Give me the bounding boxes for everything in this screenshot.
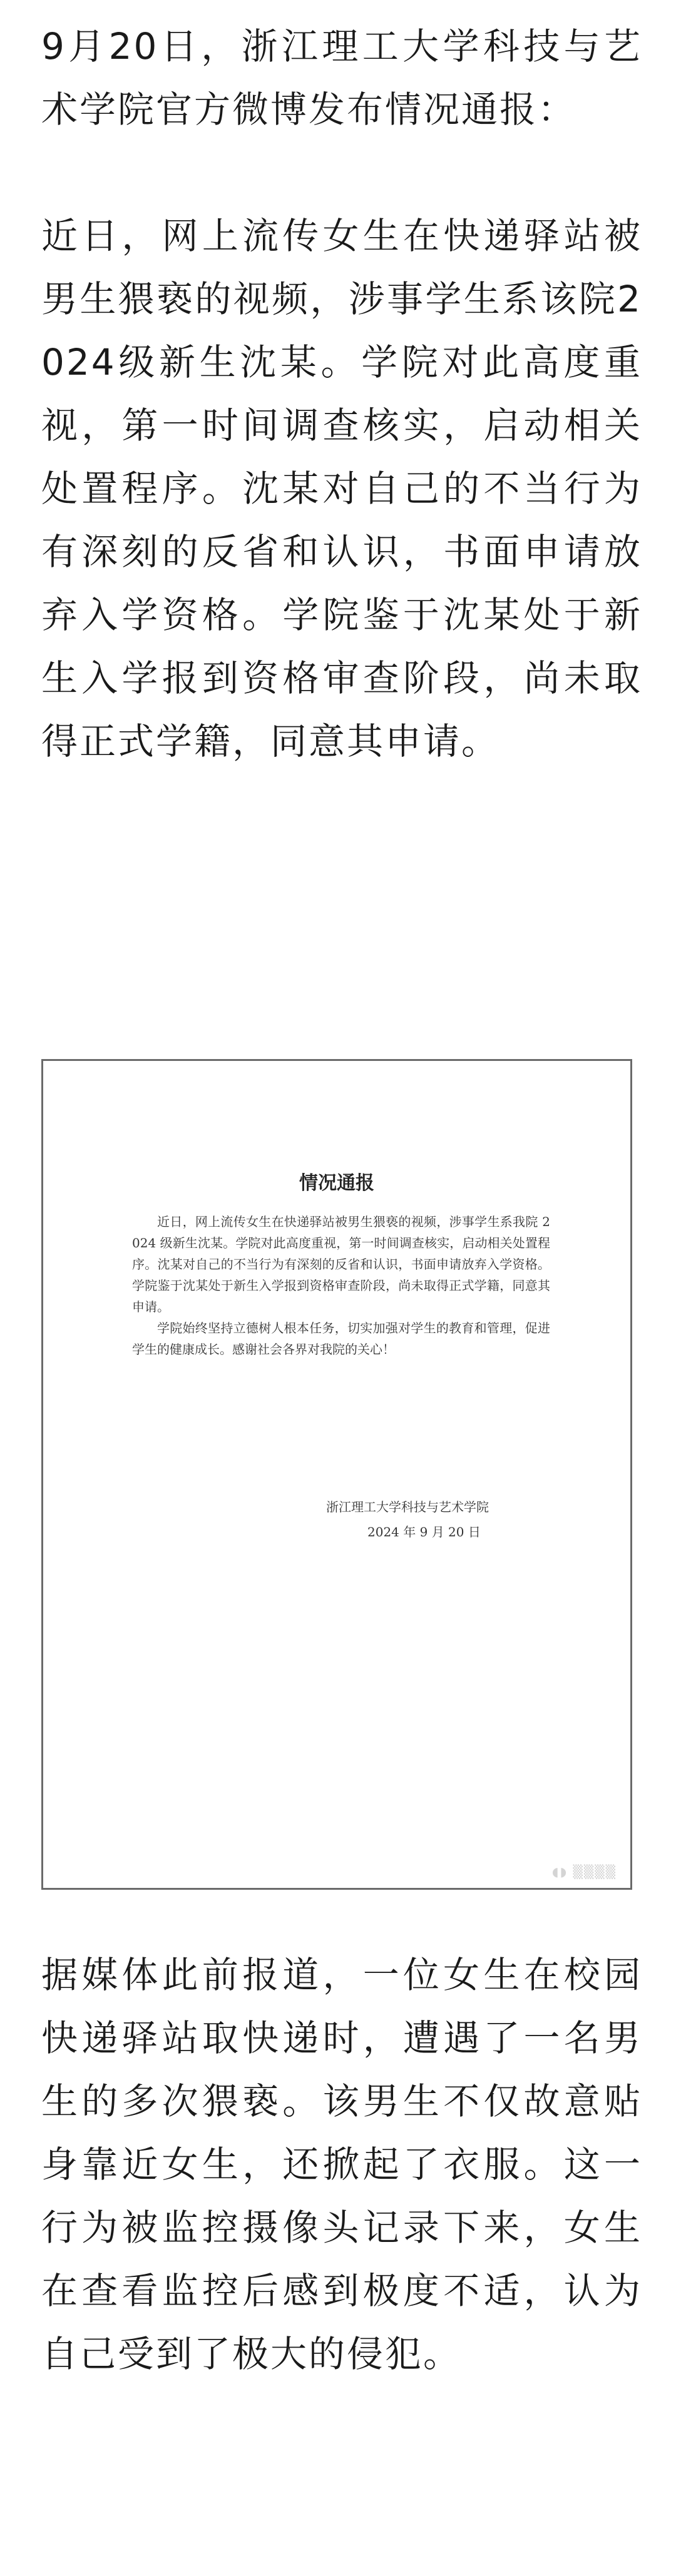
document-signature	[132, 1494, 551, 1544]
document-paragraph-1: 近日，网上流传女生在快递驿站被男生猥亵的视频，涉事学生系我院 2024 级新生沈某。学院对此高度重视，第一时间调查核实，启动相关处置程序。沈某对自己的不当行为有深刻的反省和认识，书面申请放弃入学资格。学院鉴于沈某处于新生入学报到资格审查阶段，尚未取得正式学籍，同意其申请。	[132, 1214, 550, 1314]
notice-document-image	[41, 1059, 632, 1890]
document-body	[132, 1211, 550, 1360]
article-intro-paragraph: 9月20日，浙江理工大学科技与艺术学院官方微博发布情况通报：	[41, 25, 642, 131]
signature-organization: 浙江理工大学科技与艺术学院	[326, 1499, 489, 1514]
notice-summary-paragraph: 近日，网上流传女生在快递驿站被男生猥亵的视频，涉事学生系该院2024级新生沈某。学院对此高度重视，第一时间调查核实，启动相关处置程序。沈某对自己的不当行为有深刻的反省和认识，书面申请放弃入学资格。学院鉴于沈某处于新生入学报到资格审查阶段，尚未取得正式学籍，同意其申请。	[41, 215, 642, 763]
signature-date: 2024 年 9 月 20 日	[367, 1524, 481, 1539]
media-report-paragraph: 据媒体此前报道，一位女生在校园快递驿站取快递时，遭遇了一名男生的多次猥亵。该男生不仅故意贴身靠近女生，还掀起了衣服。这一行为被监控摄像头记录下来，女生在查看监控后感到极度不适，认为自己受到了极大的侵犯。	[41, 1954, 642, 2375]
image-watermark: ◖◗ ▒▒▒▒	[552, 1864, 617, 1879]
document-title: 情况通报	[299, 1172, 374, 1194]
document-paragraph-2: 学院始终坚持立德树人根本任务，切实加强对学生的教育和管理，促进学生的健康成长。感谢社会各界对我院的关心！	[132, 1321, 550, 1357]
